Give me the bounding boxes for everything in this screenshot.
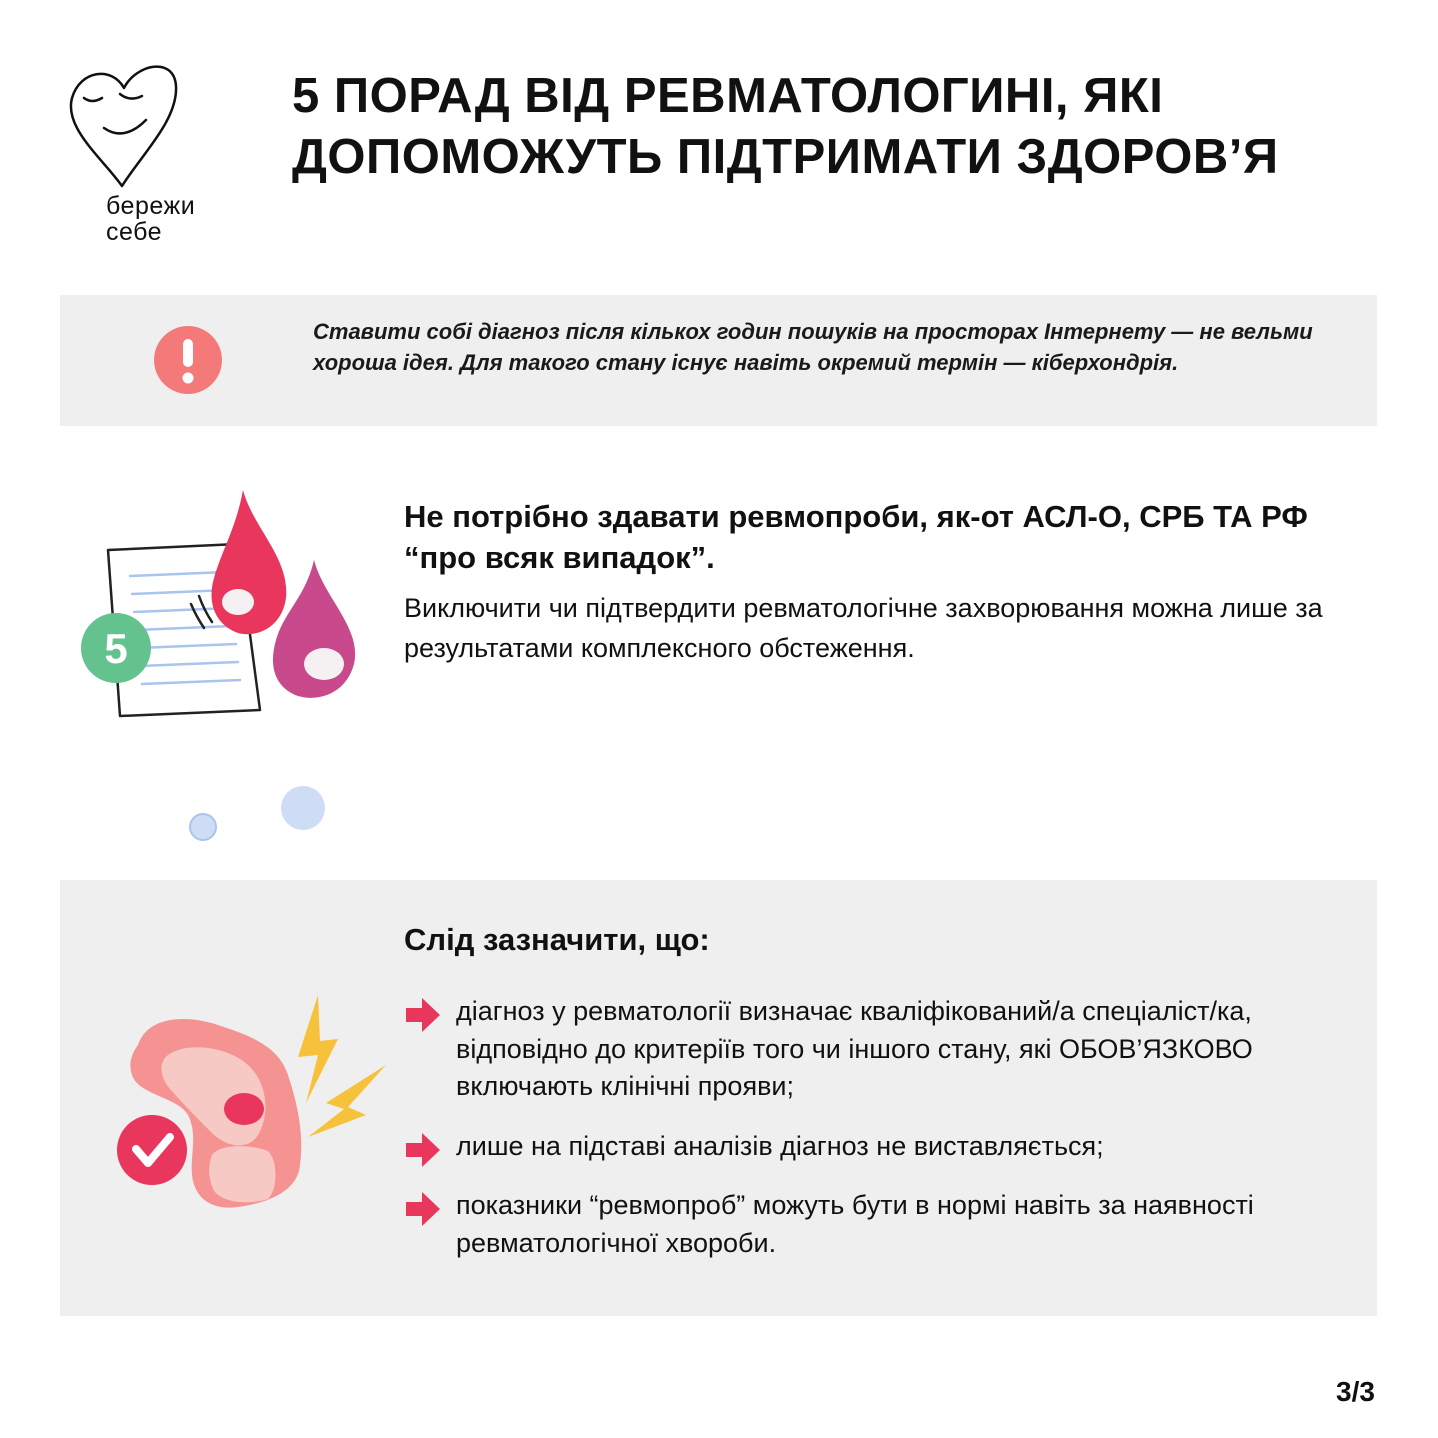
list-item — [400, 1128, 1320, 1166]
blood-test-illustration — [78, 488, 363, 848]
arrow-right-icon — [404, 1131, 442, 1169]
decor-dot-2 — [281, 786, 325, 830]
list-item-text: діагноз у ревматології визначає кваліфікований/а спеціаліст/ка, відповідно до критеріїв того чи іншого стану, які ОБОВ’ЯЗКОВО включають клінічні прояви; — [456, 996, 1253, 1101]
exclamation-icon — [153, 325, 223, 395]
arrow-right-icon — [404, 996, 442, 1034]
lightning-icon — [298, 995, 338, 1103]
arrow-right-icon — [404, 1190, 442, 1228]
heart-icon — [71, 67, 176, 186]
tip-number: 5 — [104, 625, 128, 672]
list-item — [400, 993, 1320, 1106]
page-counter: 3/3 — [1336, 1376, 1375, 1407]
lightning-icon-2 — [308, 1065, 386, 1137]
list-item-text: лише на підставі аналізів діагноз не виставляється; — [456, 1130, 1104, 1161]
tip-body: Виключити чи підтвердити ревматологічне захворювання можна лише за результатами комплексного обстеження. — [404, 593, 1323, 663]
blood-drop-icon — [211, 490, 286, 634]
knee-joint-illustration — [108, 985, 398, 1215]
brand-logo-line1: бережи — [106, 192, 196, 220]
checkmark-badge-icon — [117, 1115, 187, 1185]
tip-heading: Не потрібно здавати ревмопроби, як-от АСЛ-О, СРБ ТА РФ “про всяк випадок”. — [404, 499, 1308, 575]
page-title: 5 ПОРАД ВІД РЕВМАТОЛОГИНІ, ЯКІ ДОПОМОЖУТЬ ПІДТРИМАТИ ЗДОРОВ’Я — [292, 69, 1279, 184]
note-list — [400, 993, 1320, 1284]
list-item-text: показники “ревмопроб” можуть бути в нормі навіть за наявності ревматологічної хвороби. — [456, 1190, 1254, 1258]
list-item — [400, 1187, 1320, 1262]
brand-logo-line2: себе — [106, 218, 163, 246]
warning-text: Ставити собі діагноз після кількох годин пошуків на просторах Інтернету — не вельми хороша ідея. Для такого стану існує навіть окремий термін — кіберхондрія. — [313, 319, 1313, 375]
brand-logo-text — [106, 193, 195, 245]
decor-dot — [190, 814, 216, 840]
note-heading: Слід зазначити, що: — [404, 922, 710, 957]
